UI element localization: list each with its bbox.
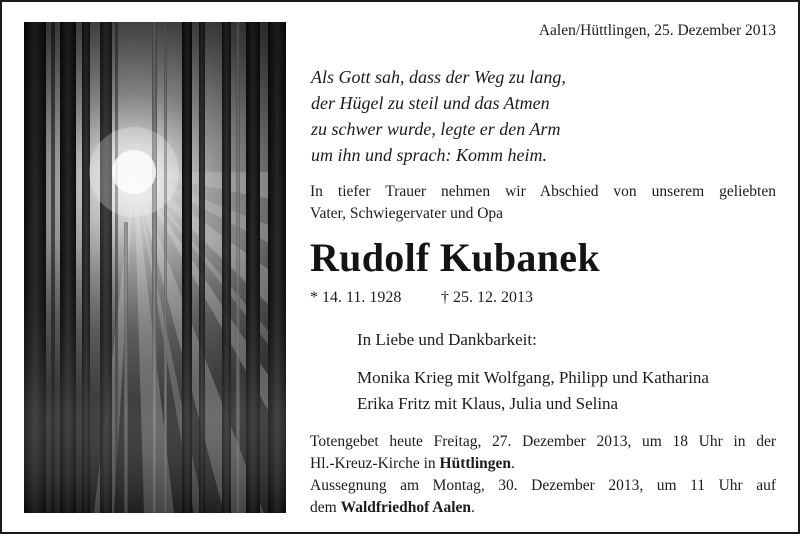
- prayer-line-suffix: .: [511, 455, 515, 472]
- prayer-line: Totengebet heute Freitag, 27. Dezember 2013, um 18 Uhr in der: [310, 433, 776, 450]
- poem: [311, 64, 566, 168]
- prayer-location-line: [310, 453, 776, 475]
- mourners-heading: In Liebe und Dankbarkeit:: [357, 330, 537, 349]
- notice-text-column: [310, 2, 778, 536]
- mourner-line: Erika Fritz mit Klaus, Julia und Selina: [357, 394, 619, 413]
- death-date: † 25. 12. 2013: [441, 289, 533, 306]
- deceased-name: Rudolf Kubanek: [310, 235, 600, 280]
- burial-location: Waldfriedhof Aalen: [340, 499, 472, 516]
- mourners-list: [357, 365, 709, 417]
- intro-line: In tiefer Trauer nehmen wir Abschied von unserem geliebten: [310, 183, 776, 200]
- prayer-location: Hüttlingen: [439, 455, 512, 472]
- prayer-line-prefix: Hl.-Kreuz-Kirche in: [310, 455, 440, 472]
- burial-line-suffix: .: [471, 499, 475, 516]
- life-dates: [310, 289, 533, 307]
- intro-line: Vater, Schwiegervater und Opa: [310, 205, 504, 222]
- forest-sunbeams-image: [24, 22, 286, 513]
- burial-line-prefix: dem: [310, 499, 341, 516]
- service-info: [310, 431, 776, 519]
- burial-line: Aussegnung am Montag, 30. Dezember 2013, um 11 Uhr auf: [310, 477, 776, 494]
- poem-line: um ihn und sprach: Komm heim.: [311, 145, 547, 165]
- intro-text: [310, 181, 776, 225]
- mourner-line: Monika Krieg mit Wolfgang, Philipp und Katharina: [357, 368, 709, 387]
- place-date: Aalen/Hüttlingen, 25. Dezember 2013: [538, 22, 776, 39]
- birth-date: * 14. 11. 1928: [310, 289, 402, 306]
- poem-line: der Hügel zu steil und das Atmen: [311, 93, 550, 113]
- poem-line: zu schwer wurde, legte er den Arm: [311, 119, 561, 139]
- forest-sunbeams-photo: [24, 22, 286, 513]
- burial-location-line: [310, 497, 776, 519]
- poem-line: Als Gott sah, dass der Weg zu lang,: [311, 67, 566, 87]
